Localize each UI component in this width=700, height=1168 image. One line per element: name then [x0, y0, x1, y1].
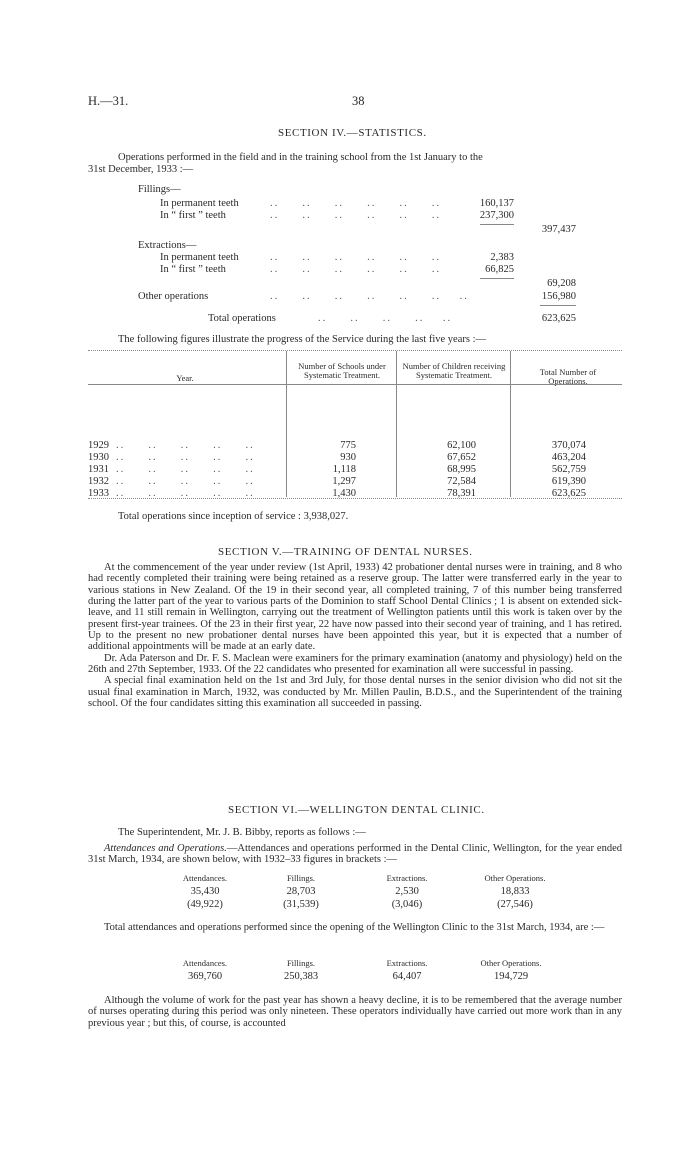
stats-current-fillings: 28,703 — [286, 886, 316, 897]
stats-header-fillings: Fillings. — [286, 873, 316, 883]
page-header-reference: H.—31. — [88, 94, 129, 108]
totals-header-extractions: Extractions. — [386, 958, 428, 968]
fillings-row-first-value: 237,300 — [479, 210, 514, 221]
table-cell-operations: 619,390 — [551, 476, 586, 487]
leader-dots: .. .. .. .. .. .. .. — [270, 291, 469, 302]
section-5-paragraph-2 — [88, 653, 622, 676]
section-5-paragraph-1 — [88, 562, 622, 653]
table-cell-schools: 1,118 — [332, 464, 356, 475]
total-rule — [540, 305, 576, 306]
totals-header-attendances: Attendances. — [182, 958, 228, 968]
page-number: 38 — [352, 94, 365, 108]
closing-text-wrap — [88, 995, 622, 1029]
leader-dots: .. .. .. .. .. .. — [270, 264, 442, 275]
stats-previous-other: (27,546) — [497, 899, 533, 910]
other-operations-label: Other operations — [138, 291, 209, 302]
table-cell-children: 72,584 — [447, 476, 476, 487]
leader-dots: .. .. .. .. .. .. — [270, 210, 442, 221]
fillings-row-permanent-value: 160,137 — [479, 198, 514, 209]
totals-header-other: Other Operations. — [480, 958, 542, 968]
total-since-text: Total attendances and operations performed since the opening of the Wellington Clinic to the 31st March, 1934, are :— — [104, 922, 605, 933]
table-cell-operations: 370,074 — [551, 440, 586, 451]
table-bottom-rule — [88, 498, 622, 499]
extractions-heading: Extractions— — [138, 240, 197, 251]
extractions-row-first-value: 66,825 — [485, 264, 514, 275]
stats-current-other: 18,833 — [500, 886, 530, 897]
table-cell-year: 1929 — [88, 440, 109, 451]
table-cell-operations: 562,759 — [551, 464, 586, 475]
table-column-divider — [286, 351, 287, 497]
subtotal-rule — [480, 224, 514, 225]
stats-header-other: Other Operations. — [484, 873, 546, 883]
stats-previous-fillings: (31,539) — [283, 899, 319, 910]
total-since-text-wrap — [88, 922, 622, 933]
section-5-body — [88, 562, 622, 709]
stats-current-attendances: 35,430 — [190, 886, 220, 897]
table-header-schools: Number of Schools under Systematic Treatment. — [298, 361, 386, 380]
section-6-title: SECTION VI.—WELLINGTON DENTAL CLINIC. — [228, 804, 485, 816]
table-cell-children: 62,100 — [447, 440, 476, 451]
totals-value-other: 194,729 — [493, 971, 529, 982]
closing-text: Although the volume of work for the past year has shown a heavy decline, it is to be remembered that the average number of nurses operating during this period was only nineteen. These operators individually have carried out more work than in any previous year ; but this, of course, is accounted — [88, 995, 622, 1029]
table-cell-schools: 1,297 — [332, 476, 356, 487]
stats-current-extractions: 2,530 — [395, 886, 419, 897]
total-operations-label: Total operations — [208, 313, 276, 324]
table-cell-children: 67,652 — [447, 452, 476, 463]
attendances-text: —Attendances and operations performed in the Dental Clinic, Wellington, for the year ended 31st March, 1934, are shown below, with 1932–33 figures in brackets :— — [88, 843, 622, 866]
totals-value-attendances: 369,760 — [187, 971, 223, 982]
extractions-total: 69,208 — [547, 278, 576, 289]
table-header-children: Number of Children receiving Systematic Treatment. — [402, 361, 506, 380]
table-cell-year: 1933 — [88, 488, 109, 499]
leader-dots: .. .. .. .. .. — [116, 476, 255, 487]
section-5-paragraph-2-text: Dr. Ada Paterson and Dr. F. S. Maclean were examiners for the primary examination (anatomy and physiology) held on the 26th and 27th September, 1933. Of the 22 candidates who presented for examination all were successful in passing. — [88, 652, 622, 676]
attendances-paragraph-text — [88, 843, 622, 866]
stats-previous-extractions: (3,046) — [391, 899, 423, 910]
table-cell-year: 1932 — [88, 476, 109, 487]
table-cell-schools: 1,430 — [332, 488, 356, 499]
leader-dots: .. .. .. .. .. — [318, 313, 453, 324]
leader-dots: .. .. .. .. .. .. — [270, 252, 442, 263]
section-5-title: SECTION V.—TRAINING OF DENTAL NURSES. — [218, 546, 473, 558]
leader-dots: .. .. .. .. .. — [116, 464, 255, 475]
table-top-rule — [88, 350, 622, 351]
totals-header-fillings: Fillings. — [286, 958, 316, 968]
fillings-total: 397,437 — [541, 224, 576, 235]
section-5-paragraph-1-text: At the commencement of the year under review (1st April, 1933) 42 probationer dental nurses were in training, and 8 who had recently completed their training were being retained as a reserve group. The latter were transferred early in the year to various stations in New Zealand. Of the 19 in their second year, all completed training, 7 of this number being transferred during the latter part of the year to various parts of the Dominion to staff School Dental Clinics ; 1 is absent on extended sick-leave, and 11 still remain in Wellington, carrying out the treatment of Wellington patients until this work is taken over by the present first-year trainees. Of the 23 in their first year, 22 have now passed into their second year of training, and 1 has retired. Up to the present no new probationer dental nurses have been appointed this year, but it is expected that a number of additional appointments will be made at an early date. — [88, 562, 622, 653]
table-cell-schools: 775 — [340, 440, 356, 451]
table-header-rule — [88, 384, 622, 385]
attendances-paragraph — [88, 843, 622, 866]
progress-intro: The following figures illustrate the progress of the Service during the last five years :— — [118, 334, 486, 345]
table-cell-year: 1930 — [88, 452, 109, 463]
leader-dots: .. .. .. .. .. — [116, 440, 255, 451]
stats-intro-line-1: Operations performed in the field and in the training school from the 1st January to the — [118, 152, 483, 163]
stats-header-extractions: Extractions. — [386, 873, 428, 883]
table-cell-children: 78,391 — [447, 488, 476, 499]
stats-intro-line-2: 31st December, 1933 :— — [88, 164, 194, 175]
fillings-row-permanent-label: In permanent teeth — [160, 198, 239, 209]
table-cell-children: 68,995 — [447, 464, 476, 475]
other-operations-value: 156,980 — [541, 291, 576, 302]
table-header-operations: Total Number of Operations. — [539, 367, 597, 386]
section-5-paragraph-3 — [88, 675, 622, 709]
attendances-heading-italic: Attendances and Operations. — [104, 843, 227, 854]
table-cell-year: 1931 — [88, 464, 109, 475]
table-cell-operations: 623,625 — [551, 488, 586, 499]
superintendent-report-line: The Superintendent, Mr. J. B. Bibby, reports as follows :— — [118, 827, 366, 838]
total-operations-value: 623,625 — [541, 313, 576, 324]
table-cell-operations: 463,204 — [551, 452, 586, 463]
stats-header-attendances: Attendances. — [182, 873, 228, 883]
fillings-heading: Fillings— — [138, 184, 181, 195]
leader-dots: .. .. .. .. .. — [116, 452, 255, 463]
extractions-row-permanent-label: In permanent teeth — [160, 252, 239, 263]
table-column-divider — [510, 351, 511, 497]
stats-previous-attendances: (49,922) — [187, 899, 223, 910]
total-since-paragraph — [88, 922, 622, 933]
section-4-title: SECTION IV.—STATISTICS. — [278, 127, 427, 139]
extractions-row-first-label: In “ first ” teeth — [160, 264, 226, 275]
leader-dots: .. .. .. .. .. — [116, 488, 255, 499]
table-cell-schools: 930 — [340, 452, 356, 463]
section-5-paragraph-3-text: A special final examination held on the 1st and 3rd July, for those dental nurses in the senior division who did not sit the usual final examination in March, 1932, was conducted by Mr. Millen Paulin, B.D.S., and the Superintendent of the training school. Of the four candidates sitting this examination all succeeded in passing. — [88, 675, 622, 710]
totals-value-extractions: 64,407 — [392, 971, 422, 982]
extractions-row-permanent-value: 2,383 — [490, 252, 514, 263]
table-column-divider — [396, 351, 397, 497]
totals-value-fillings: 250,383 — [283, 971, 319, 982]
closing-paragraph — [88, 995, 622, 1029]
table-header-year: Year. — [176, 373, 194, 383]
fillings-row-first-label: In “ first ” teeth — [160, 210, 226, 221]
subtotal-rule — [480, 278, 514, 279]
leader-dots: .. .. .. .. .. .. — [270, 198, 442, 209]
since-inception-total: Total operations since inception of service : 3,938,027. — [118, 511, 349, 522]
